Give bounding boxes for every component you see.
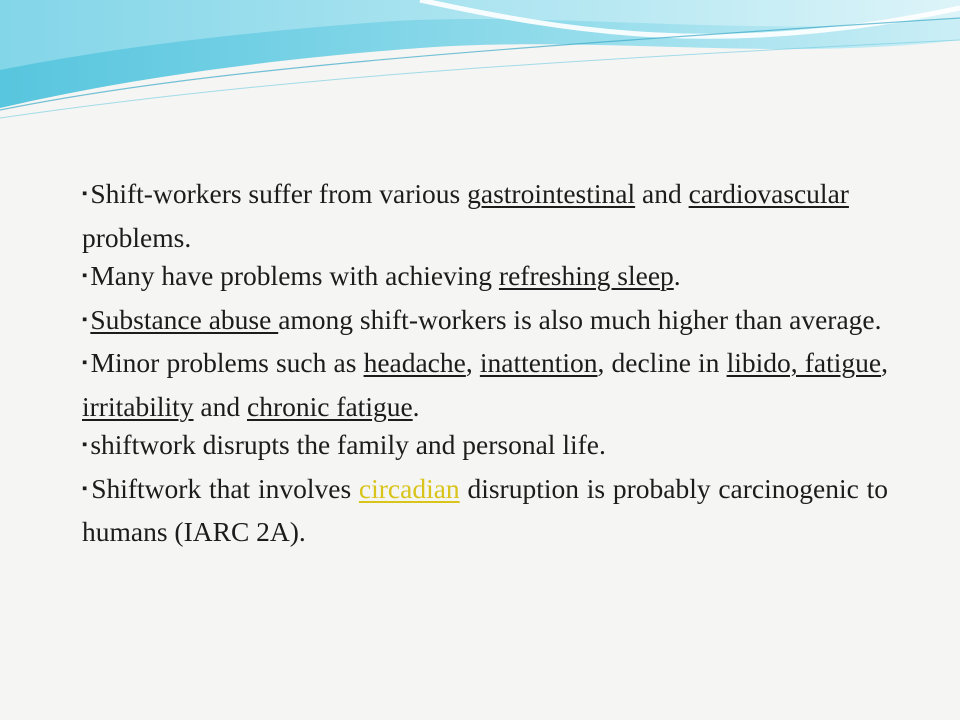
text-run: Many have problems with achieving	[90, 260, 499, 291]
bullet-square-icon: ▪	[82, 311, 88, 328]
text-run: among shift-workers is also much higher than average.	[278, 303, 882, 335]
header-wave-decoration	[0, 0, 960, 130]
text-run: shiftwork disrupts the family and personal life.	[90, 429, 606, 460]
bullet-square-icon: ▪	[82, 186, 88, 202]
text-run: Shift-workers suffer from various	[90, 178, 468, 209]
text-run: and	[635, 178, 689, 209]
term-cardiovascular: cardiovascular	[688, 178, 849, 209]
bullet-item	[82, 175, 888, 257]
term-libido-fatigue: libido, fatigue	[726, 347, 882, 378]
bullet-square-icon: ▪	[82, 268, 88, 284]
bullet-item	[82, 301, 888, 345]
text-run: Shiftwork that involves	[91, 472, 359, 504]
term-chronic-fatigue: chronic fatigue	[246, 390, 413, 422]
bullet-list	[82, 175, 888, 552]
bullet-square-icon: ▪	[82, 480, 89, 497]
term-inattention: inattention	[479, 347, 598, 378]
text-run: , decline in	[597, 347, 727, 378]
term-irritability: irritability	[82, 390, 194, 422]
text-run: .	[673, 260, 681, 291]
text-run: ,	[881, 347, 888, 378]
text-run: .	[412, 390, 420, 422]
term-refreshing-sleep: refreshing sleep	[498, 260, 674, 291]
term-gastrointestinal: gastrointestinal	[467, 178, 636, 209]
bullet-item	[82, 344, 888, 426]
text-run: and	[193, 390, 247, 422]
bullet-square-icon: ▪	[82, 355, 88, 371]
bullet-item	[82, 426, 888, 470]
circadian-link[interactable]: circadian	[358, 472, 460, 504]
text-run: Minor problems such as	[90, 347, 364, 378]
text-run: ,	[465, 347, 480, 378]
term-headache: headache	[363, 347, 466, 378]
bullet-item	[82, 470, 888, 552]
bullet-square-icon: ▪	[82, 437, 88, 453]
text-run: problems.	[82, 221, 192, 253]
text-run: disruption is probably carcinogenic to humans (IARC 2A).	[82, 472, 888, 547]
term-substance-abuse: Substance abuse	[90, 303, 279, 335]
bullet-item	[82, 257, 888, 301]
